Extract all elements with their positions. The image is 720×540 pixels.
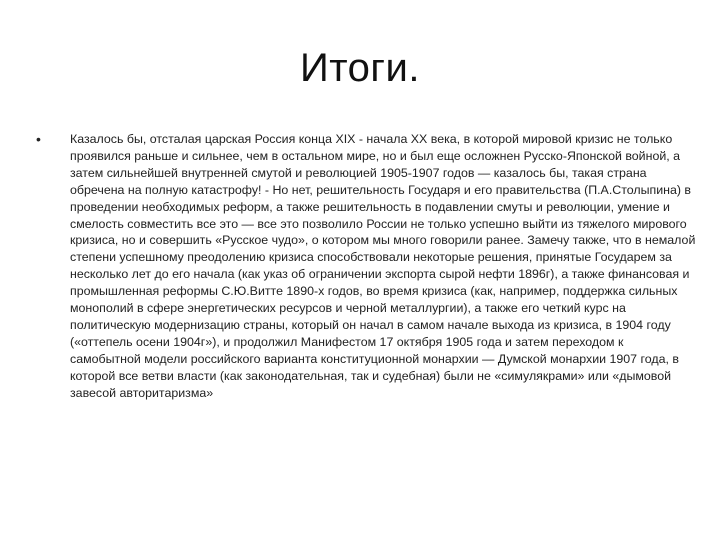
- bullet-paragraph: Казалось бы, отсталая царская Россия конца XIX - начала XX века, в которой мировой кризис не только проявился раньше и сильнее, чем в остальном мире, но и был еще осложнен Русско-Японской войной, а затем сильнейшей внутренней смутой и революцией 1905-1907 годов — казалось бы, такая страна обречена на полную катастрофу! - Но нет, решительность Государя и его правительства (П.А.Столыпина) в проведении необходимых реформ, а также решительность в подавлении смуты и революции, умение и смелость совместить все это — все это позволило России не только успешно выйти из тяжелого мирового кризиса, но и совершить «Русское чудо», о котором мы много говорили ранее. Замечу также, что в немалой степени успешному преодолению кризиса способствовали некоторые решения, принятые Государем за несколько лет до его начала (как указ об ограничении экспорта сырой нефти 1896г), а также финансовая и промышленная реформы С.Ю.Витте 1890-х годов, во время кризиса (как, например, поддержка сильных монополий в сфере энергетических ресурсов и черной металлургии), а также его четкий курс на политическую модернизацию страны, который он начал в самом начале выхода из кризиса, в 1904 году («оттепель осени 1904г»), и продолжил Манифестом 17 октября 1905 года и затем переходом к самобытной модели российского варианта конституционной монархии — Думской монархии 1907 года, в которой все ветви власти (как законодательная, так и судебная) были не «симулякрами» или «дымовой завесой авторитаризма»: [70, 132, 696, 400]
- bullet-marker: •: [36, 131, 41, 147]
- bullet-item: [36, 131, 696, 402]
- slide-content: [36, 131, 696, 402]
- slide-title: Итоги.: [300, 46, 420, 90]
